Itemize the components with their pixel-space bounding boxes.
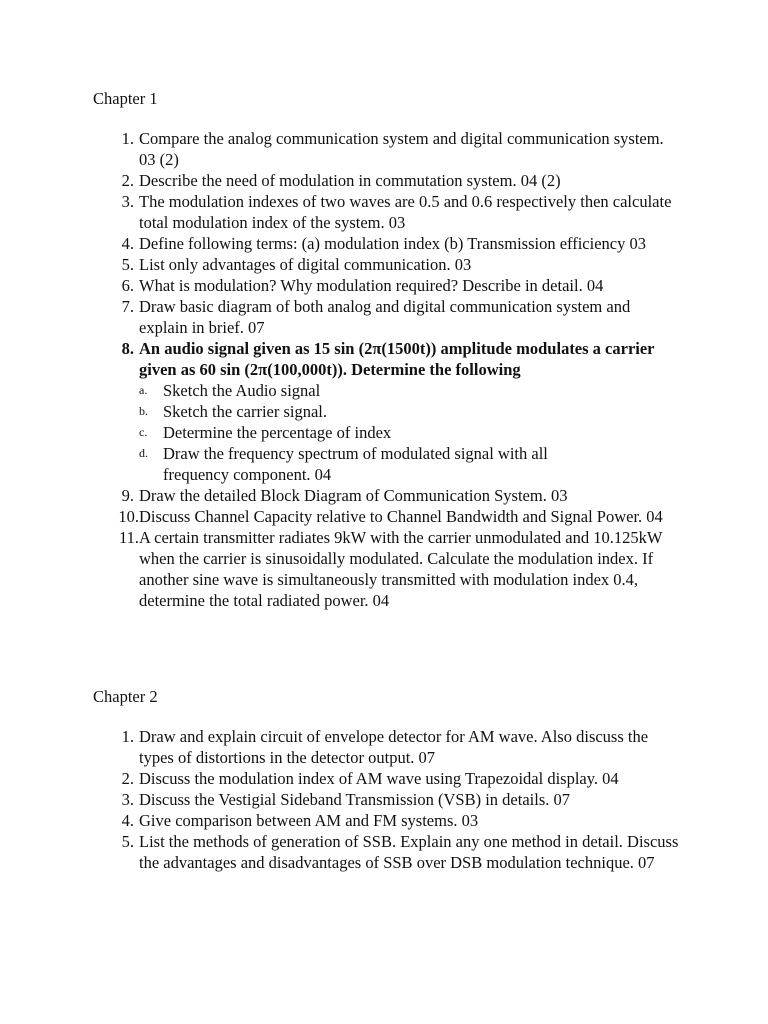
question-item	[0, 726, 768, 768]
question-number: 2.	[121, 171, 134, 190]
subpart-item	[0, 443, 680, 485]
subpart-item	[0, 380, 680, 401]
question-item	[0, 170, 768, 191]
subpart-text: Sketch the Audio signal	[163, 381, 321, 400]
question-text: Discuss the modulation index of AM wave using Trapezoidal display. 04	[139, 769, 619, 788]
question-text: Define following terms: (a) modulation index (b) Transmission efficiency 03	[139, 234, 646, 253]
question-text: An audio signal given as 15 sin (2π(1500t)) amplitude modulates a carrier given as 60 sin (2π(100,000t)). Determine the following	[139, 339, 655, 379]
question-item	[0, 506, 768, 527]
question-item	[0, 338, 768, 485]
question-item	[0, 527, 768, 611]
question-list	[0, 128, 768, 611]
chapter-1-section	[0, 88, 768, 611]
chapter-title: Chapter 2	[93, 687, 158, 706]
question-text: What is modulation? Why modulation required? Describe in detail. 04	[139, 276, 604, 295]
question-item	[0, 128, 768, 170]
question-number: 11.	[118, 528, 139, 547]
question-number: 4.	[121, 234, 134, 253]
question-number: 6.	[121, 276, 134, 295]
subpart-letter: b.	[139, 404, 148, 418]
question-item	[0, 254, 768, 275]
question-item	[0, 296, 768, 338]
question-number: 10.	[118, 507, 139, 526]
question-text: Draw basic diagram of both analog and digital communication system and explain in brief. 07	[139, 297, 631, 337]
question-number: 3.	[121, 192, 134, 211]
question-text: Discuss the Vestigial Sideband Transmission (VSB) in details. 07	[139, 790, 570, 809]
subpart-list	[139, 380, 680, 485]
subpart-letter: c.	[139, 425, 148, 439]
question-number: 1.	[121, 727, 134, 746]
subpart-item	[0, 401, 680, 422]
question-text: Give comparison between AM and FM systems. 03	[139, 811, 479, 830]
question-number: 7.	[121, 297, 134, 316]
subpart-letter: a.	[139, 383, 148, 397]
question-text: Discuss Channel Capacity relative to Channel Bandwidth and Signal Power. 04	[139, 507, 663, 526]
question-item	[0, 191, 768, 233]
question-item	[0, 485, 768, 506]
subpart-text: Draw the frequency spectrum of modulated signal with all frequency component. 04	[163, 444, 548, 484]
question-item	[0, 810, 768, 831]
question-text: List only advantages of digital communication. 03	[139, 255, 472, 274]
question-number: 3.	[121, 790, 134, 809]
question-text: Compare the analog communication system and digital communication system. 03 (2)	[139, 129, 664, 169]
question-list	[0, 726, 768, 873]
question-text: Describe the need of modulation in commutation system. 04 (2)	[139, 171, 561, 190]
subpart-letter: d.	[139, 446, 148, 460]
question-item	[0, 233, 768, 254]
question-number: 1.	[121, 129, 134, 148]
question-number: 5.	[121, 832, 134, 851]
question-number: 2.	[121, 769, 134, 788]
question-text: List the methods of generation of SSB. Explain any one method in detail. Discuss the advantages and disadvantages of SSB over DSB modulation technique. 07	[139, 832, 679, 872]
question-number: 4.	[121, 811, 134, 830]
subpart-item	[0, 422, 680, 443]
question-number: 9.	[121, 486, 134, 505]
question-text: Draw and explain circuit of envelope detector for AM wave. Also discuss the types of distortions in the detector output. 07	[139, 727, 649, 767]
subpart-text: Determine the percentage of index	[163, 423, 392, 442]
question-number: 5.	[121, 255, 134, 274]
question-text: Draw the detailed Block Diagram of Communication System. 03	[139, 486, 568, 505]
subpart-text: Sketch the carrier signal.	[163, 402, 328, 421]
question-text: A certain transmitter radiates 9kW with the carrier unmodulated and 10.125kW when the carrier is sinusoidally modulated. Calculate the modulation index. If another sine wave is simultaneously transmitted with modulation index 0.4, determine the total radiated power. 04	[139, 528, 663, 610]
chapter-title: Chapter 1	[93, 89, 158, 108]
question-item	[0, 275, 768, 296]
chapter-2-section	[0, 686, 768, 873]
question-text: The modulation indexes of two waves are 0.5 and 0.6 respectively then calculate total modulation index of the system. 03	[139, 192, 672, 232]
question-item	[0, 831, 768, 873]
question-item	[0, 768, 768, 789]
question-number: 8.	[121, 339, 134, 358]
question-item	[0, 789, 768, 810]
